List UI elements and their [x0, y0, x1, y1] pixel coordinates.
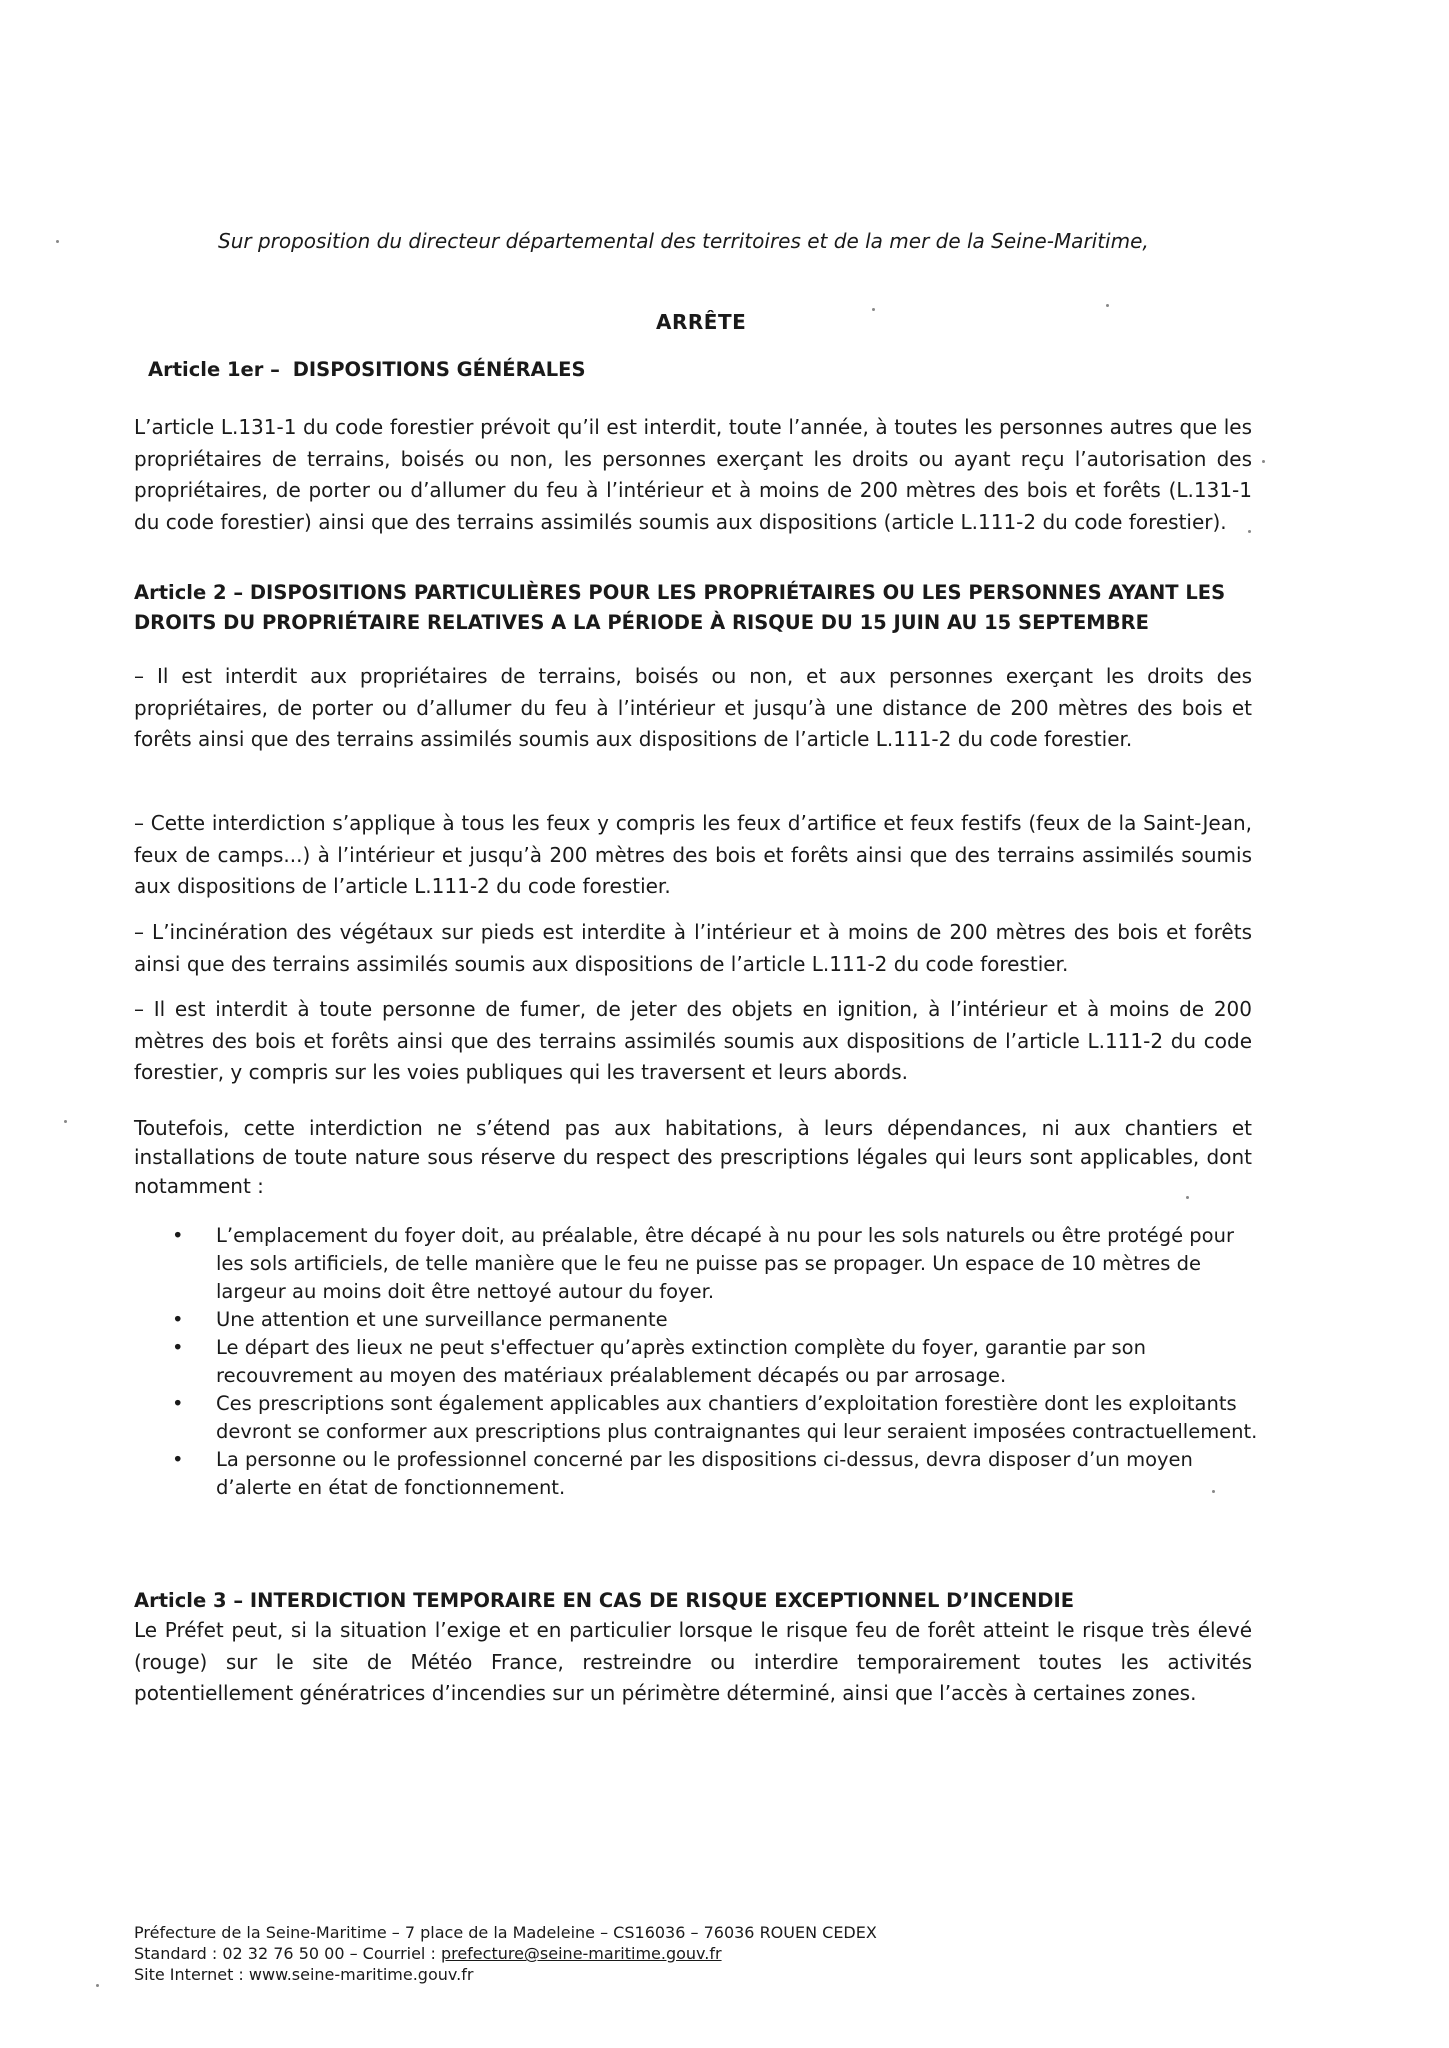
article-1-label: Article 1er –: [148, 358, 280, 381]
scan-speck: [64, 1120, 67, 1123]
article-1-text: L’article L.131-1 du code forestier prévoit qu’il est interdit, toute l’année, à toutes les personnes autres que les propriétaires de terrains, boisés ou non, les personnes exerçant les droits ou ayant reçu l’autorisation des propriétaires, de porter ou d’allumer du feu à l’intérieur et à moins de 200 mètres des bois et forêts (L.131-1 du code forestier) ainsi que des terrains assimilés soumis aux dispositions (article L.111-2 du code forestier).: [134, 415, 1252, 534]
list-item: • L’emplacement du foyer doit, au préalable, être décapé à nu pour les sols naturels ou être protégé pour les sols artificiels, de telle manière que le feu ne puisse pas se propager. Un espace de 10 mètres de largeur au moins doit être nettoyé autour du foyer.: [170, 1222, 1260, 1306]
article-3-heading: [134, 1586, 1074, 1616]
article-2-title-line-2: DROITS DU PROPRIÉTAIRE RELATIVES A LA PÉRIODE À RISQUE DU 15 JUIN AU 15 SEPTEMBRE: [134, 611, 1149, 634]
footer-email-link[interactable]: prefecture@seine-maritime.gouv.fr: [440, 1944, 722, 1963]
article-2-title-line-1: DISPOSITIONS PARTICULIÈRES POUR LES PROPRIÉTAIRES OU LES PERSONNES AYANT LES: [249, 581, 1226, 604]
footer-contact: [134, 1943, 1134, 1964]
article-3-label: Article 3 –: [134, 1589, 244, 1612]
article-2-label: Article 2 –: [134, 581, 244, 604]
article-2-paragraph-4: – Il est interdit à toute personne de fumer, de jeter des objets en ignition, à l’intérieur et à moins de 200 mètres des bois et forêts ainsi que des terrains assimilés soumis aux dispositions de l’article L.111-2 du code forestier, y compris sur les voies publiques qui les traversent et leurs abords.: [134, 997, 1252, 1084]
scan-speck: [1186, 1196, 1189, 1199]
prescriptions-list: [170, 1222, 1260, 1502]
article-2-toutefois: Toutefois, cette interdiction ne s’étend pas aux habitations, à leurs dépendances, ni aux chantiers et installations de toute nature sous réserve du respect des prescriptions légales qui leurs sont applicables, dont notamment :: [134, 1116, 1252, 1198]
list-item: • Le départ des lieux ne peut s'effectuer qu’après extinction complète du foyer, garantie par son recouvrement au moyen des matériaux préalablement décapés ou par arrosage.: [170, 1334, 1260, 1390]
list-item: • Ces prescriptions sont également applicables aux chantiers d’exploitation forestière dont les exploitants devront se conformer aux prescriptions plus contraignantes qui leur seraient imposées contractuellement.: [170, 1390, 1260, 1446]
footer: [134, 1922, 1134, 1985]
scan-speck: [1106, 304, 1109, 307]
article-2-paragraph-3: – L’incinération des végétaux sur pieds est interdite à l’intérieur et à moins de 200 mètres des bois et forêts ainsi que des terrains assimilés soumis aux dispositions de l’article L.111-2 du code forestier.: [134, 920, 1252, 976]
list-item: • La personne ou le professionnel concerné par les dispositions ci-dessus, devra disposer d’un moyen d’alerte en état de fonctionnement.: [170, 1446, 1260, 1502]
footer-address: Préfecture de la Seine-Maritime – 7 place de la Madeleine – CS16036 – 76036 ROUEN CEDEX: [134, 1923, 877, 1942]
scan-speck: [96, 1984, 99, 1987]
article-2-heading: [134, 578, 1264, 638]
scan-speck: [1248, 530, 1251, 533]
article-3-text: Le Préfet peut, si la situation l’exige et en particulier lorsque le risque feu de forêt atteint le risque très élevé (rouge) sur le site de Météo France, restreindre ou interdire temporairement toutes les activités potentiellement génératrices d’incendies sur un périmètre déterminé, ainsi que l’accès à certaines zones.: [134, 1618, 1252, 1705]
arrete-heading: ARRÊTE: [656, 310, 747, 334]
list-item: • Une attention et une surveillance permanente: [170, 1306, 1260, 1334]
footer-phone: Standard : 02 32 76 50 00 – Courriel :: [134, 1944, 441, 1963]
scan-speck: [1262, 460, 1265, 463]
article-1-heading: [148, 355, 586, 385]
footer-website: Site Internet : www.seine-maritime.gouv.fr: [134, 1965, 474, 1984]
preamble: Sur proposition du directeur départemental des territoires et de la mer de la Seine-Maritime,: [218, 229, 1149, 253]
article-3-title: INTERDICTION TEMPORAIRE EN CAS DE RISQUE EXCEPTIONNEL D’INCENDIE: [249, 1589, 1075, 1612]
scan-speck: [56, 240, 59, 243]
article-1-title: DISPOSITIONS GÉNÉRALES: [292, 358, 586, 381]
scan-speck: [872, 308, 875, 311]
scan-speck: [1212, 1490, 1215, 1493]
article-2-paragraph-1: – Il est interdit aux propriétaires de terrains, boisés ou non, et aux personnes exerçant les droits des propriétaires, de porter ou d’allumer du feu à l’intérieur et jusqu’à une distance de 200 mètres des bois et forêts ainsi que des terrains assimilés soumis aux dispositions de l’article L.111-2 du code forestier.: [134, 664, 1252, 751]
article-2-paragraph-2: – Cette interdiction s’applique à tous les feux y compris les feux d’artifice et feux festifs (feux de la Saint-Jean, feux de camps...) à l’intérieur et jusqu’à 200 mètres des bois et forêts ainsi que des terrains assimilés soumis aux dispositions de l’article L.111-2 du code forestier.: [134, 811, 1252, 898]
